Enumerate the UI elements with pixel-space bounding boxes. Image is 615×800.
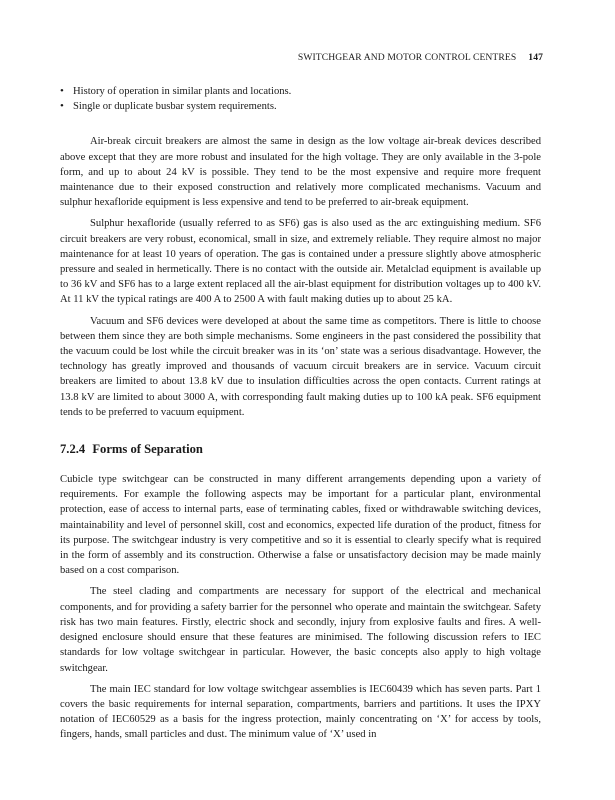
paragraph-iec-standard: The main IEC standard for low voltage switchgear assemblies is IEC60439 which has seven parts. Part 1 covers the basic requirements for internal separation, compartments, barriers and partitions. It uses the IPXY notation of IEC60529 as a basis for the ingress protection, mainly concentrating on ‘X’ for access by tools, fingers, hands, small particles and dust. The minimum value of ‘X’ used in [60, 683, 541, 741]
paragraph-vacuum-vs-sf6: Vacuum and SF6 devices were developed at about the same time as competitors. There is little to choose between them since they are both simple mechanisms. Some engineers in the past considered the possibility that the vacuum could be lost while the circuit breaker was in its ‘on’ state was a serious disadvantage. However, the technology has greatly improved and thousands of vacuum circuit breakers are in service. Vacuum circuit breakers are limited to about 13.8 kV due to insulation difficulties across the open contacts. Current ratings at 13.8 kV are limited to about 3000 A, with corresponding fault making duties up to 100 kA peak. SF6 equipment tends to be preferred to vacuum equipment. [60, 315, 541, 418]
body-text [60, 84, 541, 749]
paragraph-cubicle-arrangements: Cubicle type switchgear can be constructed in many different arrangements depending upon a variety of requirements. For example the following aspects may be important for a particular plant, environmental protection, ease of access to internal parts, ease of terminating cables, fixed or withdrawable switching devices, maintainability and level of personnel skill, cost and economics, expected life duration of the product, fitness for its purpose. The switchgear industry is very competitive and so it is essential to clearly specify what is required in the form of assembly and its construction. Otherwise a false or unsatisfactory decision may be made mainly based on a cost comparison. [60, 474, 541, 577]
bullet-item: • Single or duplicate busbar system requirements. [60, 99, 541, 114]
paragraph-steel-cladding: The steel clading and compartments are necessary for support of the electrical and mechanical components, and for providing a safety barrier for the personnel who operate and maintain the switchgear. Safety risk has two main features. Firstly, electric shock and secondly, injury from explosive faults and fires. A well-designed enclosure should ensure that these features are minimised. The following discussion refers to IEC standards for low voltage switchgear in particular. However, the basic concepts also apply to high voltage switchgear. [60, 586, 541, 674]
section-title: Forms of Separation [92, 442, 203, 457]
section-number: 7.2.4 [60, 442, 86, 457]
paragraph-air-break: Air-break circuit breakers are almost the same in design as the low voltage air-break devices described above except that they are more robust and insulated for the high voltage. They are only available in the 3-pole form, and up to about 24 kV is possible. They tend to be the most expensive and require more frequent maintenance due to their exposed construction and relatively more complicated mechanisms. Vacuum and sulphur hexafloride equipment is less expensive and tend to be preferred to air-break equipment. [60, 136, 541, 209]
paragraph-sf6: Sulphur hexafloride (usually referred to as SF6) gas is also used as the arc extinguishing medium. SF6 circuit breakers are very robust, economical, small in size, and extremely reliable. They require almost no major maintenance for at least 10 years of operation. The gas is contained under a pressure slightly above atmospheric pressure and sealed in hermetically. There is no contact with the outside air. Metalclad equipment is available up to 36 kV and SF6 has to a large extent replaced all the air-blast equipment for distribution voltages up to 400 kV. At 11 kV the typical ratings are 400 A to 2500 A with fault making duties up to about 25 kA. [60, 218, 541, 306]
running-header [298, 52, 543, 63]
running-title: SWITCHGEAR AND MOTOR CONTROL CENTRES [297, 52, 517, 63]
bullet-list [60, 84, 541, 114]
page-number: 147 [528, 52, 543, 63]
section-heading [60, 441, 541, 457]
bullet-item: • History of operation in similar plants and locations. [60, 84, 541, 99]
